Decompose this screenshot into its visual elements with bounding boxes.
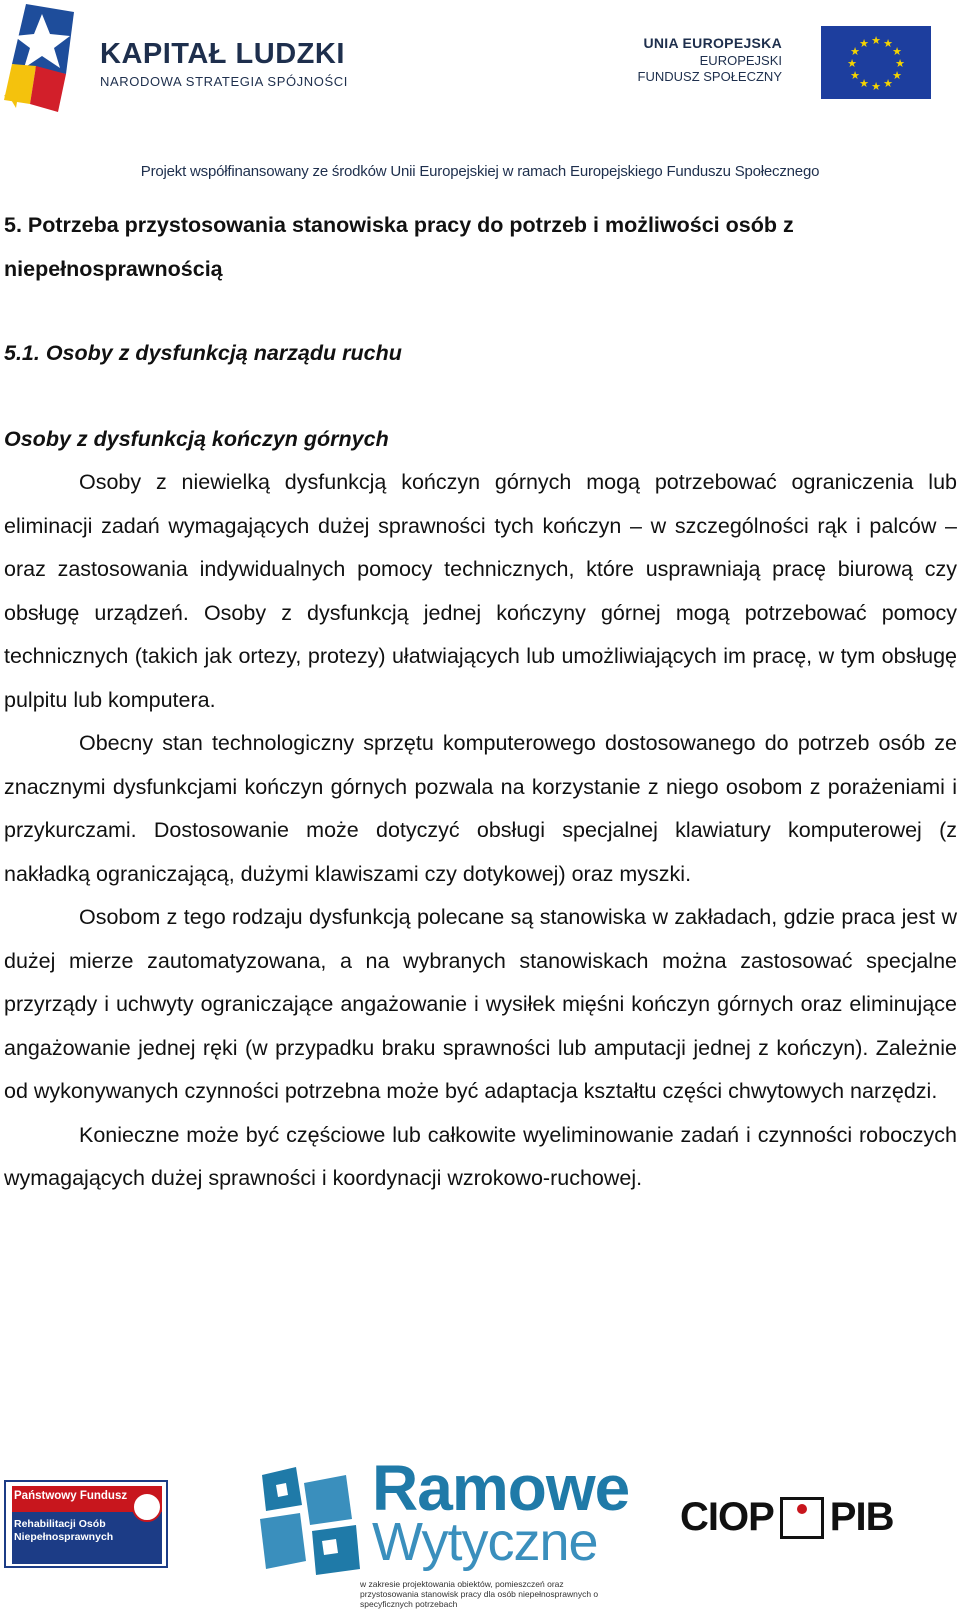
ciop-pib-logo	[680, 1495, 893, 1540]
kapital-ludzki-logo-icon	[4, 4, 94, 116]
paragraph: Osoby z niewielką dysfunkcją kończyn górnych mogą potrzebować ograniczenia lub eliminacji zadań wymagających dużej sprawności tych kończyn – w szczególności rąk i palców – oraz zastosowania indywidualnych pomocy technicznych, które usprawniają pracę biurową czy obsługę urządzeń. Osoby z dysfunkcją jednej kończyny górnej mogą potrzebować pomocy technicznych (takich jak ortezy, protezy) ułatwiających lub umożliwiających im pracę, w tym obsługę pulpitu lub komputera.	[4, 470, 957, 712]
program-title: KAPITAŁ LUDZKI	[100, 38, 345, 70]
svg-text:★: ★	[883, 37, 893, 50]
ramowe-title: Ramowe	[372, 1452, 630, 1524]
svg-text:★: ★	[859, 37, 869, 50]
ramowe-wytyczne-mark-icon	[256, 1465, 364, 1577]
subsection-heading: 5.1. Osoby z dysfunkcją narządu ruchu	[4, 341, 402, 365]
kapital-ludzki-text	[100, 40, 348, 89]
svg-text:★: ★	[883, 77, 893, 90]
page-footer	[0, 1452, 960, 1621]
svg-text:★: ★	[895, 57, 905, 70]
eu-line-3: FUNDUSZ SPOŁECZNY	[637, 69, 782, 84]
ciop-text: CIOP	[680, 1495, 774, 1539]
section-heading: 5. Potrzeba przystosowania stanowiska pracy do potrzeb i możliwości osób z niepełnosprawnością	[4, 213, 794, 281]
pfron-emblem-icon	[132, 1492, 162, 1522]
paragraph: Konieczne może być częściowe lub całkowite wyeliminowanie zadań i czynności roboczych wymagających dużej sprawności i koordynacji wzrokowo-ruchowej.	[4, 1122, 957, 1190]
paragraph: Osobom z tego rodzaju dysfunkcją polecane są stanowiska w zakładach, gdzie praca jest w dużej mierze zautomatyzowana, a na wybranych stanowiskach można zastosować specjalne przyrządy i uchwyty ograniczające angażowanie i wysiłek mięśni kończyn górnych oraz eliminujące angażowanie jednej ręki (w przypadku braku sprawności lub amputacji jednej z kończyn). Zależnie od wykonywanych czynności potrzebna może być adaptacja kształtu części chwytowych narzędzi.	[4, 905, 957, 1103]
ciop-emblem-icon	[780, 1497, 824, 1539]
svg-text:★: ★	[871, 34, 881, 47]
svg-text:★: ★	[850, 69, 860, 82]
eu-fund-text	[638, 35, 782, 84]
pib-text: PIB	[829, 1495, 894, 1539]
cofinancing-note: Projekt współfinansowany ze środków Unii Europejskiej w ramach Europejskiego Funduszu Społecznego	[140, 163, 820, 180]
pfron-line-1: Państwowy Fundusz	[14, 1490, 128, 1502]
page-header	[0, 0, 960, 190]
document-body	[4, 203, 957, 1201]
program-subtitle: NARODOWA STRATEGIA SPÓJNOŚCI	[100, 74, 348, 89]
wytyczne-title: Wytyczne	[372, 1512, 598, 1572]
subsubsection-heading: Osoby z dysfunkcją kończyn górnych	[4, 427, 389, 451]
eu-flag-icon	[821, 26, 931, 99]
svg-text:★: ★	[892, 69, 902, 82]
eu-line-1: UNIA EUROPEJSKA	[643, 35, 782, 51]
ramowe-wytyczne-description: w zakresie projektowania obiektów, pomieszczeń oraz przystosowania stanowisk pracy dla osób niepełnosprawnych o specyficznych potrzebach	[360, 1579, 599, 1609]
pfron-line-2: Rehabilitacji Osób Niepełnosprawnych	[14, 1518, 114, 1543]
eu-line-2: EUROPEJSKI	[699, 53, 782, 68]
svg-text:★: ★	[871, 80, 881, 93]
svg-text:★: ★	[850, 45, 860, 58]
svg-text:★: ★	[859, 77, 869, 90]
pfron-logo	[4, 1480, 168, 1568]
paragraph: Obecny stan technologiczny sprzętu komputerowego dostosowanego do potrzeb osób ze znacznymi dysfunkcjami kończyn górnych pozwala na korzystanie z niego osobom z porażeniami i przykurczami. Dostosowanie może dotyczyć obsługi specjalnej klawiatury komputerowej (z nakładką ograniczającą, dużymi klawiszami czy dotykowej) oraz myszki.	[4, 731, 957, 886]
svg-text:★: ★	[847, 57, 857, 70]
svg-text:★: ★	[892, 45, 902, 58]
